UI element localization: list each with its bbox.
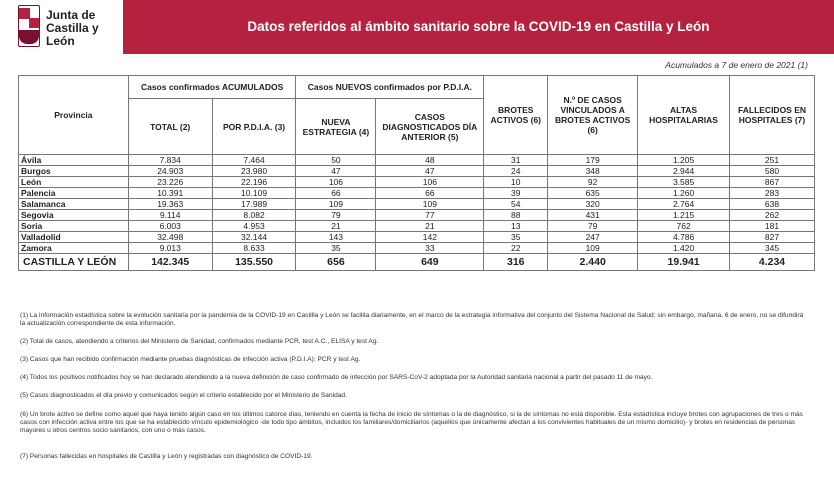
table-row — [19, 232, 815, 243]
header-provincia: Provincia — [19, 76, 129, 155]
cell-provincia: Valladolid — [19, 232, 129, 243]
cell-provincia: Segovia — [19, 210, 129, 221]
header-nueva: NUEVA ESTRATEGIA (4) — [296, 99, 376, 155]
cell-nueva: 21 — [296, 221, 376, 232]
total-cell-brotes: 316 — [484, 254, 548, 271]
cell-nueva: 79 — [296, 210, 376, 221]
table-row — [19, 155, 815, 166]
cell-altas: 2.764 — [638, 199, 730, 210]
cell-pdia: 7.464 — [212, 155, 296, 166]
cell-altas: 4.786 — [638, 232, 730, 243]
cell-total: 19.363 — [128, 199, 212, 210]
cell-pdia: 8.082 — [212, 210, 296, 221]
cell-altas: 3.585 — [638, 177, 730, 188]
page-title: Datos referidos al ámbito sanitario sobre la COVID-19 en Castilla y León — [247, 19, 710, 34]
footnote-4: (4) Todos los positivos notificados hoy se han declarado atendiendo a la nueva definición de caso confirmado de infección por SARS-CoV-2 adoptada por la Autoridad sanitaria nacional a partir del pasado 11 de mayo. — [20, 374, 653, 381]
cell-pdia: 4.953 — [212, 221, 296, 232]
header-group-new: Casos NUEVOS confirmados por P.D.I.A. — [296, 76, 484, 99]
footnote-1: (1) La información estadística sobre la evolución sanitaria por la pandemia de la COVID-19 en Castilla y León se facilita diariamente, en el marco de la estrategia informativa del conjunto del Sistema Nacional de Salud; sin embargo, mañana, 6 de enero, no se difundirá la actualización correspondiente de esta información. — [20, 312, 804, 327]
cell-provincia: León — [19, 177, 129, 188]
cell-diag: 109 — [376, 199, 484, 210]
cell-vinculados: 109 — [548, 243, 638, 254]
table-row — [19, 199, 815, 210]
footnote-6: (6) Un brote activo se define como aquel que haya tenido algún caso en los últimos catorce días, teniendo en cuenta la fecha de inicio de síntomas o la de diagnóstico, si la de síntomas no está disponible. Esta estadística incluye brotes con agrupaciones de tres o más casos con infección activa entre los que se ha establecido vínculo epidemiológico -de todo tipo ámbitos, incluidos los familiares/domiciliarios (aquellos que únicamente afectan a los convivientes habituales de un mismo domicilio)- y brotes en residencias de personas mayores u otros centros socio sanitarios, con uno o más casos. — [20, 411, 803, 434]
accumulated-date-label: Acumulados a 7 de enero de 2021 (1) — [665, 60, 808, 70]
cell-total: 32.498 — [128, 232, 212, 243]
cell-altas: 1.205 — [638, 155, 730, 166]
cell-provincia: Salamanca — [19, 199, 129, 210]
cell-nueva: 143 — [296, 232, 376, 243]
cell-pdia: 22.196 — [212, 177, 296, 188]
total-cell-pdia: 135.550 — [212, 254, 296, 271]
cell-diag: 21 — [376, 221, 484, 232]
cell-nueva: 66 — [296, 188, 376, 199]
junta-logo — [14, 4, 126, 52]
page-header — [0, 0, 834, 54]
cell-diag: 77 — [376, 210, 484, 221]
total-cell-nueva: 656 — [296, 254, 376, 271]
header-group-accumulated: Casos confirmados ACUMULADOS — [128, 76, 296, 99]
cell-vinculados: 635 — [548, 188, 638, 199]
cell-altas: 1.260 — [638, 188, 730, 199]
cell-provincia: Zamora — [19, 243, 129, 254]
cell-diag: 106 — [376, 177, 484, 188]
cell-nueva: 109 — [296, 199, 376, 210]
cell-brotes: 22 — [484, 243, 548, 254]
table-row — [19, 166, 815, 177]
cell-nueva: 50 — [296, 155, 376, 166]
cell-brotes: 88 — [484, 210, 548, 221]
cell-brotes: 35 — [484, 232, 548, 243]
cell-diag: 142 — [376, 232, 484, 243]
total-cell-vinculados: 2.440 — [548, 254, 638, 271]
cell-provincia: Soria — [19, 221, 129, 232]
cell-fallecidos: 283 — [730, 188, 815, 199]
cell-total: 9.114 — [128, 210, 212, 221]
cell-vinculados: 79 — [548, 221, 638, 232]
cell-brotes: 31 — [484, 155, 548, 166]
cell-vinculados: 320 — [548, 199, 638, 210]
cell-pdia: 8.633 — [212, 243, 296, 254]
cell-diag: 33 — [376, 243, 484, 254]
table-total-row — [19, 254, 815, 271]
table-row — [19, 177, 815, 188]
cell-fallecidos: 251 — [730, 155, 815, 166]
header-fallecidos: FALLECIDOS EN HOSPITALES (7) — [730, 76, 815, 155]
cell-diag: 47 — [376, 166, 484, 177]
cell-brotes: 10 — [484, 177, 548, 188]
cell-altas: 1.420 — [638, 243, 730, 254]
cell-pdia: 23.980 — [212, 166, 296, 177]
table-row — [19, 210, 815, 221]
footnote-7: (7) Personas fallecidas en hospitales de Castilla y León y registradas con diagnóstico de COVID-19. — [20, 453, 313, 460]
cell-fallecidos: 827 — [730, 232, 815, 243]
cell-fallecidos: 262 — [730, 210, 815, 221]
cell-diag: 48 — [376, 155, 484, 166]
cell-brotes: 54 — [484, 199, 548, 210]
cell-fallecidos: 181 — [730, 221, 815, 232]
cell-total: 7.834 — [128, 155, 212, 166]
cell-provincia: Palencia — [19, 188, 129, 199]
cell-vinculados: 247 — [548, 232, 638, 243]
cell-vinculados: 179 — [548, 155, 638, 166]
footnote-2: (2) Total de casos, atendiendo a criterios del Ministerio de Sanidad, confirmados mediante PCR, test A.C., ELISA y test Ag. — [20, 338, 379, 345]
cell-total: 6.003 — [128, 221, 212, 232]
cell-total: 23.226 — [128, 177, 212, 188]
cell-vinculados: 348 — [548, 166, 638, 177]
total-cell-provincia: CASTILLA Y LEÓN — [19, 254, 129, 271]
total-cell-fallecidos: 4.234 — [730, 254, 815, 271]
cell-nueva: 47 — [296, 166, 376, 177]
cell-fallecidos: 345 — [730, 243, 815, 254]
cell-provincia: Burgos — [19, 166, 129, 177]
cell-brotes: 39 — [484, 188, 548, 199]
cell-nueva: 35 — [296, 243, 376, 254]
header-diag: CASOS DIAGNOSTICADOS DÍA ANTERIOR (5) — [376, 99, 484, 155]
header-vinculados: N.º DE CASOS VINCULADOS A BROTES ACTIVOS (6) — [548, 76, 638, 155]
cell-brotes: 13 — [484, 221, 548, 232]
total-cell-total: 142.345 — [128, 254, 212, 271]
header-total: TOTAL (2) — [128, 99, 212, 155]
cell-fallecidos: 638 — [730, 199, 815, 210]
cell-fallecidos: 580 — [730, 166, 815, 177]
cell-pdia: 10.109 — [212, 188, 296, 199]
table-row — [19, 221, 815, 232]
cell-brotes: 24 — [484, 166, 548, 177]
cell-altas: 762 — [638, 221, 730, 232]
cell-vinculados: 92 — [548, 177, 638, 188]
cell-vinculados: 431 — [548, 210, 638, 221]
header-pdia: POR P.D.I.A. (3) — [212, 99, 296, 155]
cell-total: 9.013 — [128, 243, 212, 254]
cell-total: 24.903 — [128, 166, 212, 177]
cell-altas: 1.215 — [638, 210, 730, 221]
header-brotes: BROTES ACTIVOS (6) — [484, 76, 548, 155]
cell-total: 10.391 — [128, 188, 212, 199]
cell-pdia: 17.989 — [212, 199, 296, 210]
table-body — [19, 155, 815, 271]
logo-text-line1: Junta de — [46, 8, 96, 22]
cell-altas: 2.944 — [638, 166, 730, 177]
cell-provincia: Ávila — [19, 155, 129, 166]
total-cell-diag: 649 — [376, 254, 484, 271]
footnote-3: (3) Casos que han recibido confirmación mediante pruebas diagnósticas de infección activa (P.D.I.A): PCR y test Ag. — [20, 356, 361, 363]
cell-fallecidos: 867 — [730, 177, 815, 188]
table-row — [19, 243, 815, 254]
title-banner — [123, 0, 834, 54]
footnote-5: (5) Casos diagnosticados el día previo y comunicados según el criterio establecido por el Ministerio de Sanidad. — [20, 392, 347, 399]
cell-nueva: 106 — [296, 177, 376, 188]
cell-pdia: 32.144 — [212, 232, 296, 243]
header-altas: ALTAS HOSPITALARIAS — [638, 76, 730, 155]
cell-diag: 66 — [376, 188, 484, 199]
total-cell-altas: 19.941 — [638, 254, 730, 271]
coat-of-arms-icon — [18, 5, 40, 47]
table-row — [19, 188, 815, 199]
logo-text-line2: Castilla y León — [46, 21, 99, 48]
covid-data-table — [18, 75, 815, 271]
